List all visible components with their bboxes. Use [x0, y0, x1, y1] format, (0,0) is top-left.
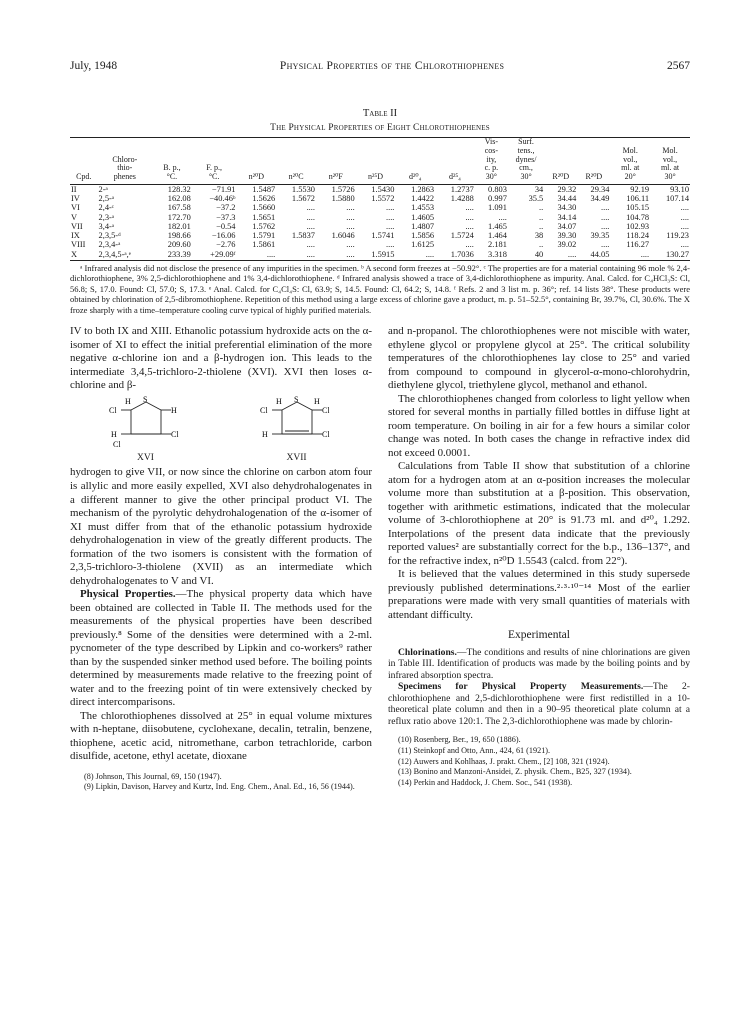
table-cell: 3,4-ᵃ	[98, 221, 115, 231]
table-body	[70, 184, 690, 260]
column-header: n²⁵D	[356, 138, 396, 185]
table-cell: ..	[539, 240, 544, 250]
table-cell: 39.35	[590, 231, 610, 241]
table-caption: Table II	[362, 108, 398, 119]
structure-xvii	[252, 396, 342, 465]
table-cell: 29.32	[557, 184, 577, 194]
table-cell: ....	[386, 212, 395, 222]
table-cell: 167.58	[167, 203, 191, 213]
table-cell: 39.30	[557, 231, 577, 241]
atom-h: H	[275, 396, 282, 406]
section-heading: Physical Properties.	[80, 588, 176, 601]
table-cell: 34.07	[557, 221, 577, 231]
table-cell: VI	[71, 203, 80, 213]
table-cell: ....	[465, 203, 474, 213]
table-cell: 34.30	[557, 203, 577, 213]
table-cell: −71.91	[211, 184, 236, 194]
table-cell: 1.5791	[252, 231, 276, 241]
table-cell: ....	[316, 250, 356, 261]
table-cell: 2.181	[488, 240, 507, 250]
table-cell: 233.39	[152, 250, 192, 261]
table-cell: 44.05	[577, 250, 610, 261]
atom-cl: Cl	[321, 405, 330, 415]
structure-xvi	[101, 396, 191, 465]
paragraph: It is believed that the values determined in this study supersede previously published determinations.²·³·¹⁰⁻¹⁴ Most of the earlier preparations were made with very small quantities of materials with attendant difficulty.	[388, 568, 690, 621]
table-cell: IX	[71, 231, 80, 241]
table-cell: 104.78	[626, 212, 650, 222]
table-cell: 116.27	[626, 240, 650, 250]
table-cell: 1.5762	[252, 221, 276, 231]
column-header: Mol. vol., ml. at 30°	[650, 138, 690, 185]
table-cell: 1.5660	[252, 203, 276, 213]
table-cell: 2-ᵃ	[98, 184, 108, 194]
table-cell: 1.5430	[371, 184, 395, 194]
reference: (12) Auwers and Kohlhaas, J. prakt. Chem., [2] 108, 321 (1924).	[398, 756, 610, 766]
table-cell: 1.5856	[411, 231, 435, 241]
atom-cl: Cl	[112, 439, 121, 449]
paragraph: The chlorothiophenes dissolved at 25° in equal volume mixtures with n-heptane, diisobutene, cyclohexane, decalin, tetralin, benzene, thiophene, acetic acid, nitromethane, carbon tetrachloride, carbon disulfide, acetone, ethyl acetate, dioxane	[70, 709, 372, 763]
table-cell: ....	[306, 212, 315, 222]
table-cell: 1.5530	[291, 184, 315, 194]
table-cell: ....	[276, 250, 316, 261]
table-cell: 1.5726	[331, 184, 355, 194]
table-cell: ....	[306, 221, 315, 231]
header-page-number: 2567	[666, 60, 690, 72]
table-cell: 1.465	[488, 221, 507, 231]
table-cell: 1.7036	[435, 250, 475, 261]
table-cell: ....	[680, 240, 689, 250]
experimental-text	[388, 647, 690, 728]
table-cell: ....	[680, 221, 689, 231]
table-cell: 107.14	[665, 194, 689, 204]
table-cell: 105.15	[626, 203, 650, 213]
atom-h: H	[124, 396, 131, 406]
table-cell: 162.08	[167, 194, 191, 204]
experimental-heading: Experimental	[508, 629, 570, 642]
structure-diagrams	[70, 396, 372, 465]
table-cell: 118.24	[626, 231, 650, 241]
table-cell: 34.14	[557, 212, 577, 222]
table-cell: 2,4-ᶜ	[98, 203, 114, 213]
table-cell: 2,3-ᵃ	[98, 212, 115, 222]
column-header: Mol. vol., ml. at 20°	[610, 138, 650, 185]
atom-cl: Cl	[259, 405, 268, 415]
header-date: July, 1948	[70, 60, 118, 72]
table-cell: +29.09ᶠ	[192, 250, 237, 261]
table-cell: 1.464	[488, 231, 507, 241]
table-cell: ....	[680, 203, 689, 213]
table-cell: 1.5572	[371, 194, 395, 204]
table-cell: −37.3	[216, 212, 236, 222]
table-cell: 119.23	[666, 231, 689, 241]
table-cell: 34	[534, 184, 544, 194]
atom-cl: Cl	[321, 429, 330, 439]
table-cell: 209.60	[167, 240, 191, 250]
reference: (10) Rosenberg, Ber., 19, 650 (1886).	[398, 735, 521, 745]
column-header: B. p., °C.	[152, 138, 192, 185]
reference: (9) Lipkin, Davison, Harvey and Kurtz, Ind. Eng. Chem., Anal. Ed., 16, 56 (1944).	[84, 782, 355, 792]
table-cell: 1.4807	[411, 221, 435, 231]
table-row	[70, 184, 690, 194]
table-cell: 1.4553	[411, 203, 435, 213]
table-row	[70, 213, 690, 222]
paragraph: and n-propanol. The chlorothiophenes were not miscible with water, ethylene glycol or propylene glycol at 25°. The critical solubility temperatures of the chlorothiophenes lay close to 25° and varied from compound to compound in glycerol-α-mono-chlorohydrin, diethylene glycol, triethylene glycol, methanol and ethanol.	[388, 325, 690, 392]
table-row	[70, 240, 690, 249]
table-cell: 93.10	[670, 184, 689, 194]
column-header: d²⁵₄	[435, 138, 475, 185]
table-cell: 1.5837	[291, 231, 315, 241]
table-title: The Physical Properties of Eight Chlorothiophenes	[270, 123, 490, 133]
table-cell: 1.4605	[411, 212, 435, 222]
structure-label: XVI	[137, 452, 154, 463]
table-cell: 1.091	[488, 203, 507, 213]
atom-h: H	[110, 429, 117, 439]
table-row	[70, 194, 690, 203]
column-header: Surf. tens., dynes/ cm., 30°	[508, 138, 544, 185]
table-cell: 1.5880	[331, 194, 355, 204]
table-cell: 198.66	[167, 231, 191, 241]
reference: (11) Steinkopf and Otto, Ann., 424, 61 (1921).	[398, 745, 551, 755]
table-cell: ....	[465, 240, 474, 250]
table-cell: 106.11	[626, 194, 650, 204]
table-cell: ..	[539, 221, 544, 231]
column-header: Cpd.	[70, 138, 98, 185]
column-header: n²⁰C	[276, 138, 316, 185]
table-cell: ....	[346, 212, 355, 222]
properties-table	[70, 137, 690, 261]
table-cell: 1.6046	[331, 231, 355, 241]
paragraph: Chlorinations.—The conditions and results of nine chlorinations are given in Table III. Identification of products was made by the boiling points and by infrared absorption spectra.	[388, 646, 690, 681]
table-cell: 1.5915	[356, 250, 396, 261]
table-cell: 92.19	[630, 184, 650, 194]
table-cell: 2,3,4-ᵃ	[98, 240, 121, 250]
table-cell: 35.5	[528, 194, 544, 204]
table-cell: 1.5724	[450, 231, 474, 241]
atom-h: H	[261, 429, 268, 439]
table-cell: ....	[601, 203, 610, 213]
column-header: n²⁰D	[237, 138, 277, 185]
table-cell: ....	[465, 212, 474, 222]
table-cell: 1.5626	[252, 194, 276, 204]
table-cell: 1.6125	[411, 240, 435, 250]
column-header: Vis- cos- ity, c. p. 30°	[475, 138, 508, 185]
paragraph: The chlorothiophenes changed from colorless to light yellow when stored for several months in partially filled bottles in diffuse light at room temperature. On boiling in air for a few hours a similar color change was noted. In both cases the change in refractive index did not exceed 0.0001.	[388, 392, 690, 459]
table-cell: 172.70	[167, 212, 191, 222]
atom-s: S	[293, 395, 298, 404]
running-header	[70, 60, 690, 80]
table-cell: 40	[508, 250, 544, 261]
table-cell: ....	[610, 250, 650, 261]
journal-page	[70, 60, 690, 793]
table-header-row	[70, 138, 690, 185]
table-cell: ....	[346, 221, 355, 231]
section-heading: Chlorinations.	[398, 646, 457, 658]
table-cell: 3.318	[475, 250, 508, 261]
table-cell: −37.2	[216, 203, 236, 213]
table-cell: ....	[386, 203, 395, 213]
body-columns	[70, 325, 690, 793]
table-cell: 29.34	[590, 184, 610, 194]
table-cell: ....	[346, 240, 355, 250]
table-row	[70, 250, 690, 261]
column-header: R²⁰D	[544, 138, 577, 185]
table-cell: ....	[544, 250, 577, 261]
references-right	[388, 735, 690, 788]
table-cell: 0.997	[488, 194, 507, 204]
table-cell: −2.76	[216, 240, 236, 250]
table-cell: ....	[498, 212, 507, 222]
table-cell: V	[71, 212, 78, 222]
paragraph: Specimens for Physical Property Measurements.—The 2-chlorothiophene and 2,5-dichlorothiophene were first redistilled in a 10-theoretical plate column and then in a 90–95 theoretical plate column at a reflux ratio above 120:1. The 2,3-dichlorothiophene was made by chlorin-	[388, 681, 690, 727]
table-cell: −0.54	[216, 221, 236, 231]
table-cell: 39.02	[557, 240, 577, 250]
table-cell: ....	[395, 250, 435, 261]
atom-cl: Cl	[108, 405, 117, 415]
table-cell: 34.44	[557, 194, 577, 204]
table-cell: 1.4422	[411, 194, 435, 204]
paragraph: Physical Properties.—The physical property data which have been obtained are collected in Table II. The methods used for the measurements of the physical properties have been described previously.⁸ Some of the densities were determined with a 2-ml. pycnometer of the type described by Lipkin and co-workers⁹ rather than by the suspended sinker method used before. The boiling points determined by measurements made relative to the freezing point of water and to the freezing point of tin were extensively checked by direct intercomparisons.	[70, 588, 372, 709]
table-cell: 1.2863	[411, 184, 435, 194]
table-cell: ....	[601, 221, 610, 231]
table-cell: IV	[71, 194, 80, 204]
table-cell: 128.32	[167, 184, 191, 194]
table-row	[70, 203, 690, 212]
table-cell: VIII	[71, 240, 86, 250]
table-cell: 38	[534, 231, 544, 241]
reference: (14) Perkin and Haddock, J. Chem. Soc., 541 (1938).	[398, 777, 573, 787]
left-column	[70, 325, 372, 793]
table-cell: ....	[465, 221, 474, 231]
header-title: Physical Properties of the Chlorothiophenes	[279, 60, 505, 72]
column-header: R²⁰D	[577, 138, 610, 185]
table-cell: ....	[386, 240, 395, 250]
column-header: F. p., °C.	[192, 138, 237, 185]
table-cell: ..	[539, 203, 544, 213]
table-cell: 2,3,4,5-ᵃ,ᵉ	[98, 250, 153, 261]
table-cell: ....	[237, 250, 277, 261]
table-row	[70, 231, 690, 240]
table-cell: 1.5741	[371, 231, 395, 241]
reference: (8) Johnson, This Journal, 69, 150 (1947).	[84, 771, 222, 781]
table-cell: ....	[386, 221, 395, 231]
table-cell: 1.5861	[252, 240, 276, 250]
reference: (13) Bonino and Manzoni-Ansidei, Z. physik. Chem., B25, 327 (1934).	[398, 767, 632, 777]
table-cell: ..	[539, 212, 544, 222]
table-cell: 102.93	[626, 221, 650, 231]
column-header: d²⁰₄	[395, 138, 435, 185]
table-cell: 2,5-ᵃ	[98, 194, 115, 204]
table-cell: X	[70, 250, 98, 261]
column-header: n²⁰F	[316, 138, 356, 185]
table-footnotes	[70, 263, 690, 315]
paragraph: Calculations from Table II show that substitution of a chlorine atom for a hydrogen atom at an α-position increases the molecular volume more than substitution at a β-position. This observation, together with arithmetic estimations, indicated that the molecular volume of 3-chlorothiophene at 20° is 91.73 ml. and d²⁰₄ 1.292. Interpolations of the present data indicate that the previously reported values² are substantially correct for the b.p., 136–137°, and for the refractive index, n²⁰D 1.5543 (calcd. from 22°).	[388, 460, 690, 567]
table-cell: 0.803	[488, 184, 507, 194]
structure-label: XVII	[286, 452, 307, 463]
table-cell: 1.2737	[450, 184, 474, 194]
table-cell: ....	[601, 212, 610, 222]
table-row	[70, 222, 690, 231]
table-cell: 1.5651	[252, 212, 276, 222]
table-cell: ....	[680, 212, 689, 222]
references-left	[70, 772, 372, 793]
table-cell: 1.5672	[291, 194, 315, 204]
table-cell: VII	[71, 221, 83, 231]
table-cell: 182.01	[167, 221, 191, 231]
table-cell: ....	[346, 203, 355, 213]
paragraph: hydrogen to give VII, or now since the chlorine on carbon atom four is allylic and more easily expelled, XVI also dehydrohalogenates in a different manner to give the other principal product VI. The mechanism of the pyrolytic dehydrohalogenation of the α-isomer of XI must differ from that of the ethanolic potassium hydroxide dehydrohalogenation in view of the greatly different products. The formation of the two isomers is consistent with the formation of 2,3,5-trichloro-3-thiolene (XVII) as an intermediate which dehydrohalogenates to V and VI.	[70, 466, 372, 587]
right-column	[388, 325, 690, 793]
table-cell: 34.49	[590, 194, 610, 204]
table-cell: −40.46ᵇ	[209, 194, 236, 204]
table-cell: −16.06	[211, 231, 236, 241]
table-cell: ....	[601, 240, 610, 250]
table-cell: 1.5487	[252, 184, 276, 194]
paragraph: IV to both IX and XIII. Ethanolic potassium hydroxide acts on the α-isomer of XI to effect the initial preferential elimination of the more negative α-chlorine ion and a β-hydrogen ion. This leads to the intermediate 3,4,5-trichloro-2-thiolene (XVI). XVI then loses α-chlorine and β-	[70, 325, 372, 392]
table-cell: ....	[306, 203, 315, 213]
table-cell: II	[71, 184, 77, 194]
table-footnote: ᵃ Infrared analysis did not disclose the presence of any impurities in the specimen. ᵇ A second form freezes at −50.92°. ᶜ The properties are for a material containing 96 mole % 2,4-dichlorothiophene, 3% 2,5-dichlorothiophene and 1% 3,4-dichlorothiophene. ᵈ Infrared analysis showed a trace of 3,4-dichlorothiophene as impurity. Anal. Calcd. for C₄HCl₃S: Cl, 56.8; S, 17.0. Found: Cl, 57.0; S, 17.3. ᵉ Anal. Calcd. for C₄Cl₄S: Cl, 63.9; S, 14.5. Found: Cl, 64.2; S, 14.8. ᶠ Refs. 2 and 3 list m. p. 36°; ref. 14 lists 38°. These products were obtained by chlorination of 2,5-dibromothiophene. Repetition of this method using a large excess of chlorine gave a product, m. p. 51–52.5°, containing Br, 39.7%, Cl, 30.6%. The X froze sharply with a time–temperature cooling curve typical of highly purified materials.	[70, 262, 690, 315]
table-cell: 1.4288	[450, 194, 474, 204]
atom-h: H	[313, 396, 320, 406]
atom-cl: Cl	[170, 429, 179, 439]
atom-s: S	[142, 395, 147, 404]
section-heading: Specimens for Physical Property Measurements.	[398, 681, 644, 693]
atom-h: H	[170, 405, 177, 415]
table-cell: ....	[306, 240, 315, 250]
table-cell: 130.27	[650, 250, 690, 261]
table-cell: 2,3,5-ᵈ	[98, 231, 121, 241]
column-header: Chloro- thio- phenes	[98, 138, 153, 185]
